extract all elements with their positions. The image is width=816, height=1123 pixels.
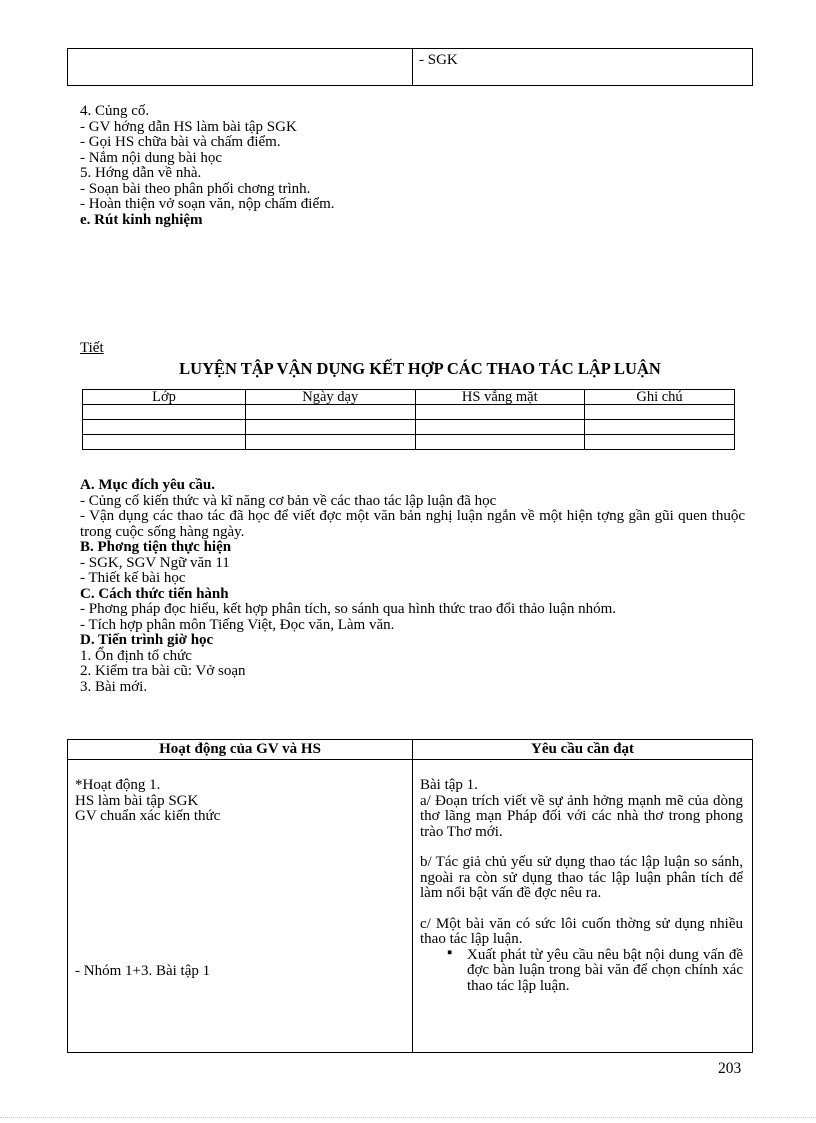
text-line: - GV hớng dẫn HS làm bài tập SGK [80, 118, 297, 135]
text-line: 2. Kiểm tra bài cũ: Vở soạn [80, 663, 246, 679]
answer-a: a/ Đoạn trích viết về sự ảnh hởng mạnh mẽ của dòng thơ lãng mạn Pháp đối với các nhà thơ trong phong trào Thơ mới. [420, 792, 743, 840]
bullet-icon: ▪ [447, 944, 453, 961]
text-line: - Nắm nội dung bài học [80, 149, 223, 166]
bullet-text: Xuất phát từ yêu cầu nêu bật nội dung vấn đề đợc bàn luận trong bài văn để chọn chính xác thao tác lập luận. [467, 946, 743, 994]
text-line: *Hoạt động 1. [75, 777, 161, 793]
text-line: - Soạn bài theo phân phối chơng trình. [80, 180, 311, 197]
text-paragraph: - Phơng pháp đọc hiểu, kết hợp phân tích, so sánh qua hình thức trao đổi thảo luận nhóm. [80, 601, 616, 617]
lesson-tiet: Tiết [80, 340, 104, 356]
text-paragraph: - Vận dụng các thao tác đã học để viết đợc một văn bản nghị luận ngắn về một hiện tợng gần gũi quen thuộc trong cuộc sống hàng ngày. [80, 508, 745, 540]
table-row [83, 405, 735, 420]
text-line: - SGK, SGV Ngữ văn 11 [80, 554, 230, 571]
consolidation-block [80, 104, 335, 228]
class-table-header: HS vắng mặt [415, 390, 585, 405]
text-line: - Củng cố kiến thức và kĩ năng cơ bản về các thao tác lập luận đã học [80, 492, 497, 509]
text-line: - Tích hợp phân môn Tiếng Việt, Đọc văn, Làm văn. [80, 616, 395, 633]
top-table-right-cell: - SGK [412, 49, 464, 85]
section-d-heading: D. Tiến trình giờ học [80, 632, 214, 648]
section-b-heading: B. Phơng tiện thực hiện [80, 539, 232, 555]
class-table [82, 389, 735, 450]
exercise-title: Bài tập 1. [420, 777, 478, 793]
class-table-header: Ngày dạy [246, 390, 416, 405]
group-label: - Nhóm 1+3. Bài tập 1 [75, 963, 211, 979]
section-a-heading: A. Mục đích yêu cầu. [80, 477, 215, 493]
table-row [83, 420, 735, 435]
answer-c: c/ Một bài văn có sức lôi cuốn thờng sử dụng nhiều thao tác lập luận. [420, 915, 743, 947]
text-line: 3. Bài mới. [80, 678, 148, 695]
right-column [420, 778, 743, 994]
bullet-item [420, 944, 743, 995]
header-right: Yêu cầu cần đạt [413, 740, 752, 760]
table-row [83, 435, 735, 450]
sections-block [80, 478, 745, 695]
left-column [75, 778, 220, 825]
column-divider [412, 740, 413, 1052]
text-line: HS làm bài tập SGK [75, 792, 199, 809]
section-c-heading: C. Cách thức tiến hành [80, 585, 229, 602]
class-table-header: Lớp [83, 390, 246, 405]
text-line: 4. Củng cố. [80, 103, 150, 119]
lesson-title: LUYỆN TẬP VẬN DỤNG KẾT HỢP CÁC THAO TÁC LẬP LUẬN [179, 359, 661, 378]
top-table [67, 48, 753, 86]
text-line: - Thiết kế bài học [80, 570, 186, 586]
activity-table [67, 739, 753, 1053]
class-table-header: Ghi chú [585, 390, 735, 405]
text-line: - Hoàn thiện vở soạn văn, nộp chấm điểm. [80, 196, 335, 212]
text-line: GV chuẩn xác kiến thức [75, 808, 221, 824]
text-line: 1. Ổn định tổ chức [80, 647, 192, 664]
experience-heading: e. Rút kinh nghiệm [80, 211, 203, 228]
answer-b: b/ Tác giả chủ yếu sử dụng thao tác lập luận so sánh, ngoài ra còn sử dụng thao tác lập luận phân tích để làm nổi bật vấn đề đợc nêu ra. [420, 854, 743, 901]
page-number: 203 [718, 1060, 742, 1077]
page-edge-divider [0, 1117, 816, 1118]
text-line: - Gọi HS chữa bài và chấm điểm. [80, 134, 281, 150]
text-line: 5. Hớng dẫn về nhà. [80, 165, 202, 181]
header-left: Hoạt động của GV và HS [68, 740, 412, 760]
